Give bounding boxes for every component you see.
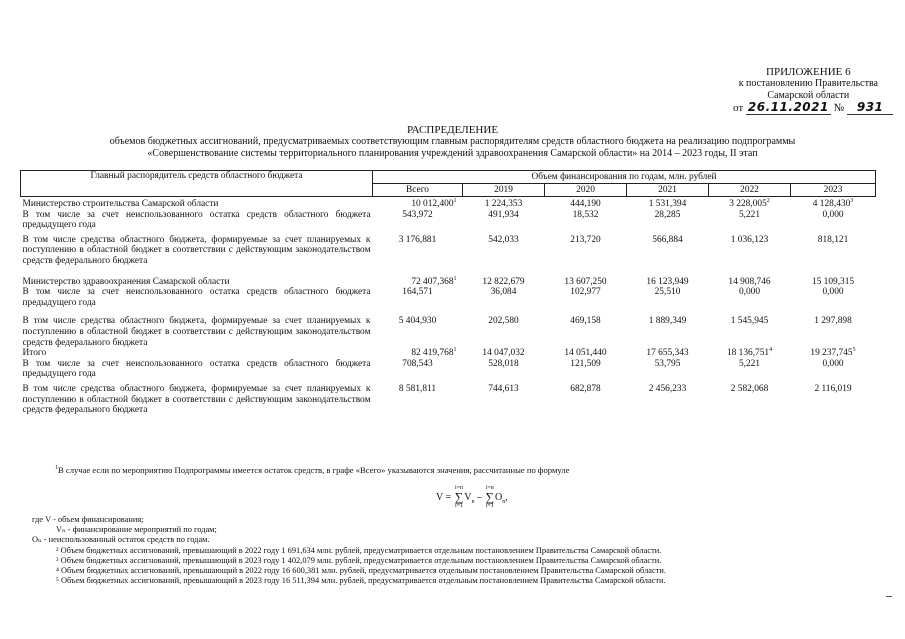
row-label: В том числе средства областного бюджета, формируемые за счет планируемых к поступлению в областной бюджет в соответствии с действующим законодательством средств федерального бюджета	[22, 383, 371, 416]
cell-total: 8 581,811	[398, 383, 437, 394]
footnote-5: ⁵ Объем бюджетных ассигнований, превышающий в 2023 году 16 511,394 млн. рублей, предусматривается отдельным постановлением Правительства Самарской области.	[56, 576, 666, 586]
funding-table	[20, 170, 876, 416]
cell-2023: 4 128,430$^3$	[812, 197, 854, 209]
cell-2021: 566,884	[652, 234, 683, 245]
cell-2022: 1 545,945	[730, 316, 769, 327]
footnote-1-mark: 1	[55, 465, 58, 472]
cell-total: 543,972	[402, 209, 433, 220]
row-label: Итого	[22, 348, 47, 359]
cell-total: 10 012,400$^1$	[411, 197, 457, 209]
legend-vn: Vₙ - финансирование мероприятий по годам;	[56, 525, 217, 535]
title-line3: «Совершенствование системы территориального планирования учреждений здравоохранения Самарской области» на 2014 – 2023 годы, II этап	[147, 148, 758, 159]
cell-total: 82 419,768$^1$	[411, 347, 457, 359]
cell-2022: 2 582,068	[730, 383, 769, 394]
col-2022: 2022	[709, 184, 791, 197]
table-row	[21, 287, 876, 312]
cell-2019: 542,033	[488, 234, 519, 245]
cell-2021: 1 531,394	[648, 199, 687, 209]
cell-2023: 818,121	[817, 234, 849, 245]
cell-2019: 744,613	[488, 383, 519, 394]
title-line2: объемов бюджетных ассигнований, предусматриваемых соответствующим главным распорядителям средств областного бюджета на реализацию подпрограммы	[109, 136, 796, 147]
cell-2021: 28,285	[654, 209, 681, 220]
cell-2023: 1 297,898	[814, 316, 852, 327]
cell-2019: 14 047,032	[482, 348, 525, 359]
cell-2021: 25,510	[654, 287, 681, 298]
date-prefix: от	[733, 102, 744, 114]
col-total: Всего	[373, 184, 463, 197]
cell-total: 164,571	[402, 287, 433, 298]
cell-2023: 15 109,315	[811, 276, 855, 287]
cell-2022: 5,221	[738, 358, 761, 369]
cell-2019: 528,018	[488, 358, 519, 369]
row-label: В том числе средства областного бюджета, формируемые за счет планируемых к поступлению в областной бюджет в соответствии с действующим законодательством средств федерального бюджета	[22, 234, 371, 266]
cell-2021: 16 123,949	[646, 276, 689, 287]
cell-total: 3 176,881	[398, 234, 437, 245]
cell-total: 708,543	[402, 358, 433, 369]
table-row	[21, 271, 876, 288]
resolution-date-line	[733, 100, 893, 115]
cell-2023: 19 237,745$^5$	[810, 347, 856, 359]
col-2020: 2020	[545, 184, 627, 197]
cell-2023: 2 116,019	[814, 383, 852, 394]
scan-mark	[886, 596, 892, 597]
cell-2022: 14 908,746	[728, 276, 771, 287]
resolution-number: 931	[847, 100, 894, 115]
cell-2020: 444,190	[570, 199, 601, 209]
row-label: Министерство строительства Самарской области	[22, 199, 219, 209]
table-row	[21, 348, 876, 359]
cell-2019: 202,580	[488, 316, 519, 327]
row-label: В том числе средства областного бюджета, формируемые за счет планируемых к поступлению в областной бюджет в соответствии с действующим законодательством средств федерального бюджета	[22, 316, 371, 348]
row-label: В том числе за счет неиспользованного остатка средств областного бюджета предыдущего года	[22, 287, 371, 308]
cell-2023: 0,000	[822, 358, 844, 369]
appendix-title: ПРИЛОЖЕНИЕ 6	[766, 66, 851, 78]
cell-total: 72 407,368$^1$	[411, 275, 457, 287]
cell-2019: 1 224,353	[484, 199, 523, 209]
resolution-date: 26.11.2021	[747, 100, 829, 114]
table-row	[21, 231, 876, 271]
row-label: Министерство здравоохранения Самарской области	[22, 276, 230, 287]
appendix-line2: к постановлению Правительства	[738, 78, 878, 89]
sum-operator: i=n ∑ i=1	[485, 485, 495, 509]
cell-2021: 1 889,349	[648, 316, 687, 327]
legend-where: где V - объем финансирования;	[32, 515, 144, 524]
footnote-1-text: В случае если по мероприятию Подпрограммы имеется остаток средств, в графе «Всего» указываются значения, рассчитанные по формуле	[58, 465, 570, 475]
cell-2021: 17 655,343	[646, 348, 689, 359]
head-distributor: Главный распорядитель средств областного бюджета	[21, 171, 373, 197]
cell-2020: 213,720	[570, 234, 601, 245]
col-2021: 2021	[627, 184, 709, 197]
table-row	[21, 210, 876, 231]
cell-2023: 0,000	[822, 209, 844, 220]
cell-2022: 0,000	[738, 287, 761, 298]
footnote-1	[55, 465, 569, 475]
cell-2022: 3 228,005$^2$	[729, 197, 770, 209]
table-row	[21, 359, 876, 384]
cell-total: 5 404,930	[398, 316, 437, 327]
row-label: В том числе за счет неиспользованного остатка средств областного бюджета предыдущего года	[22, 209, 371, 231]
cell-2020: 469,158	[570, 316, 601, 327]
title-line1: РАСПРЕДЕЛЕНИЕ	[406, 124, 499, 136]
cell-2023: 0,000	[822, 287, 844, 298]
cell-2020: 14 051,440	[564, 348, 607, 359]
cell-2019: 12 822,679	[482, 276, 525, 287]
cell-2020: 13 607,250	[564, 276, 607, 287]
cell-2021: 2 456,233	[648, 383, 687, 394]
footnote-4: ⁴ Объем бюджетных ассигнований, превышающий в 2022 году 16 600,381 млн. рублей, предусматривается отдельным постановлением Правительства Самарской области.	[56, 566, 666, 576]
footnote-2: ² Объем бюджетных ассигнований, превышающий в 2022 году 1 691,634 млн. рублей, предусматривается отдельным постановлением Правительства Самарской области.	[56, 545, 662, 555]
cell-2022: 18 136,751$^4$	[726, 347, 773, 359]
cell-2019: 491,934	[488, 209, 519, 220]
appendix-line3: Самарской области	[767, 90, 850, 101]
formula: V = i=n ∑ i=1 $V_n$ – i=n ∑ i=1 $O_n$,	[436, 485, 508, 509]
cell-2020: 682,878	[570, 383, 601, 394]
cell-2020: 102,977	[570, 287, 601, 298]
cell-2022: 5,221	[738, 209, 761, 220]
cell-2019: 36,084	[490, 287, 517, 298]
footnote-3: ³ Объем бюджетных ассигнований, превышающий в 2023 году 1 402,079 млн. рублей, предусматривается отдельным постановлением Правительства Самарской области.	[56, 555, 662, 565]
cell-2020: 18,532	[572, 209, 599, 220]
table-row	[21, 197, 876, 210]
table-row	[21, 312, 876, 348]
cell-2021: 53,795	[654, 358, 681, 369]
table-row	[21, 384, 876, 416]
cell-2020: 121,509	[570, 358, 601, 369]
appendix-block	[739, 66, 878, 102]
row-label: В том числе за счет неиспользованного остатка средств областного бюджета предыдущего года	[22, 358, 371, 380]
head-funding-group: Объем финансирования по годам, млн. рублей	[373, 171, 876, 184]
col-2023: 2023	[791, 184, 876, 197]
col-2019: 2019	[463, 184, 545, 197]
sum-operator: i=n ∑ i=1	[454, 485, 464, 509]
number-prefix: №	[833, 102, 845, 114]
document-title	[0, 124, 905, 160]
cell-2022: 1 036,123	[730, 234, 769, 245]
footnotes-legend	[32, 515, 666, 586]
legend-on: Oₙ - неиспользованный остаток средств по годам.	[32, 535, 210, 545]
